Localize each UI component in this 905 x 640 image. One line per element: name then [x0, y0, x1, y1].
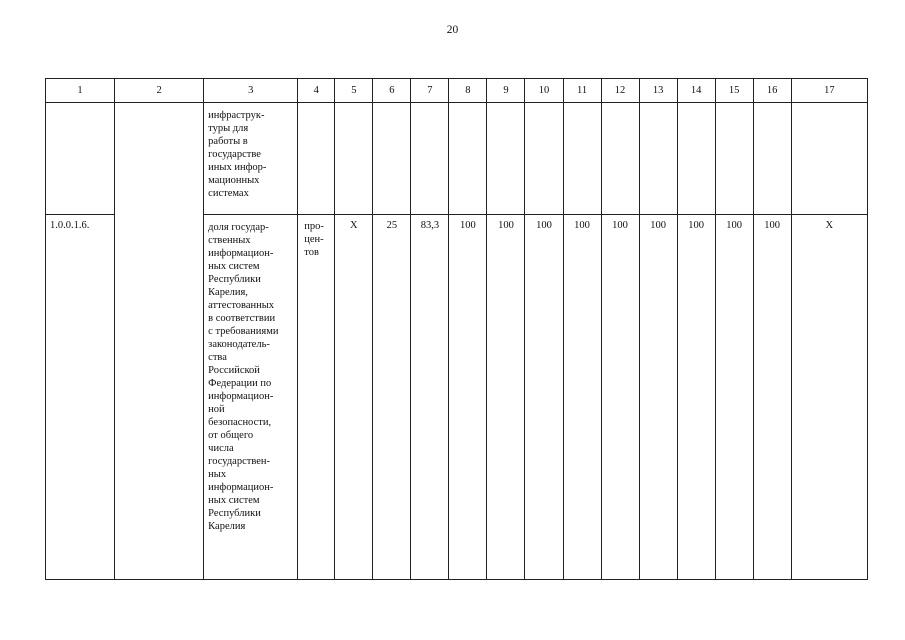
header-cell-16: 16: [753, 79, 791, 103]
row-b-col-14: [677, 215, 715, 580]
header-cell-17: 17: [791, 79, 867, 103]
row-b-col-10: [525, 215, 563, 580]
header-cell-1: 1: [46, 79, 115, 103]
header-cell-2: 2: [115, 79, 204, 103]
row-a-col-17: [791, 103, 867, 215]
value-cell: Х: [825, 220, 834, 231]
indicator-code: 1.0.0.1.6.: [50, 220, 90, 231]
header-cell-14: 14: [677, 79, 715, 103]
table-header-row: [46, 79, 868, 103]
row-a-col-6: [373, 103, 411, 215]
value-cell: 100: [764, 220, 781, 231]
row-b-col-4: [298, 215, 335, 580]
value-cell: 100: [574, 220, 590, 231]
row-a-col-13: [639, 103, 677, 215]
value-cell: 100: [650, 220, 666, 231]
row-b-col-5: [335, 215, 373, 580]
header-cell-11: 11: [563, 79, 601, 103]
row-a-col-14: [677, 103, 715, 215]
table-row: [46, 103, 868, 215]
value-cell: 100: [498, 220, 514, 231]
page-number: 20: [446, 24, 459, 36]
row-b-col-16: [753, 215, 791, 580]
row-a-col-4: [298, 103, 335, 215]
indicator-text-continuation: инфраструк- туры для работы в государстве иных инфор- мационных системах: [208, 110, 267, 199]
row-a-col-1: [46, 103, 115, 215]
value-cell: 100: [688, 220, 704, 231]
indicators-table: [45, 78, 868, 580]
header-cell-10: 10: [525, 79, 563, 103]
row-b-col-9: [487, 215, 525, 580]
header-cell-8: 8: [449, 79, 487, 103]
header-cell-7: 7: [411, 79, 449, 103]
value-cell: 100: [612, 220, 628, 231]
row-a-col-12: [601, 103, 639, 215]
value-cell: Х: [350, 220, 358, 231]
value-cell: 25: [386, 220, 398, 231]
row-a-col-3: [204, 103, 298, 215]
merged-col-2: [115, 103, 204, 580]
row-a-col-9: [487, 103, 525, 215]
row-a-col-10: [525, 103, 563, 215]
row-a-col-7: [411, 103, 449, 215]
row-a-col-16: [753, 103, 791, 215]
row-b-col-1: [46, 215, 115, 580]
header-cell-3: 3: [204, 79, 298, 103]
value-cell: 100: [726, 220, 743, 231]
row-b-col-17: [791, 215, 867, 580]
row-b-col-12: [601, 215, 639, 580]
header-cell-9: 9: [487, 79, 525, 103]
value-cell: 83,3: [420, 220, 440, 231]
indicator-text: доля государ- ственных информацион- ных систем Республики Карелия, аттестованных в соответствии с требованиями законодатель- ства Российской Федерации по информацион- ной безопасности, от общего числа государствен- ных информацион- ных систем Республики Карелия: [208, 222, 279, 532]
row-b-col-15: [715, 215, 753, 580]
row-b-col-3: [204, 215, 298, 580]
header-cell-6: 6: [373, 79, 411, 103]
header-cell-5: 5: [335, 79, 373, 103]
header-cell-15: 15: [715, 79, 753, 103]
row-a-col-8: [449, 103, 487, 215]
row-b-col-13: [639, 215, 677, 580]
row-b-col-11: [563, 215, 601, 580]
row-b-col-7: [411, 215, 449, 580]
row-b-col-6: [373, 215, 411, 580]
row-a-col-15: [715, 103, 753, 215]
unit-of-measure: про- цен- тов: [304, 221, 324, 258]
header-cell-13: 13: [639, 79, 677, 103]
row-a-col-11: [563, 103, 601, 215]
header-cell-4: 4: [298, 79, 335, 103]
header-cell-12: 12: [601, 79, 639, 103]
value-cell: 100: [536, 220, 552, 231]
value-cell: 100: [460, 220, 476, 231]
row-a-col-5: [335, 103, 373, 215]
row-b-col-8: [449, 215, 487, 580]
